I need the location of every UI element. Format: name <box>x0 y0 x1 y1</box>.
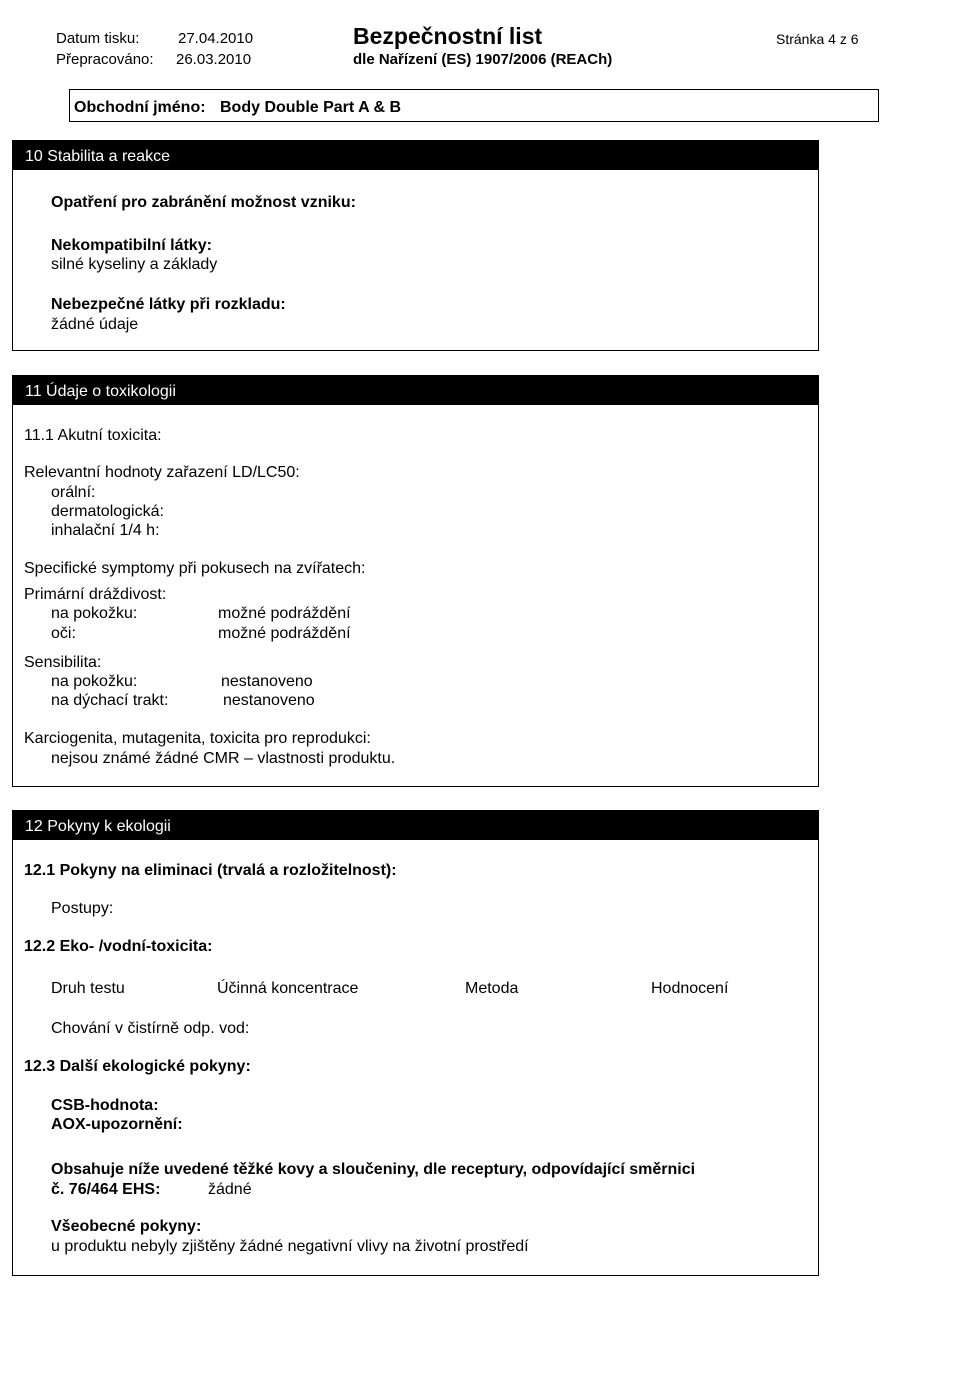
oral-label: orální: <box>51 484 96 501</box>
table-header-evaluation: Hodnocení <box>651 980 729 997</box>
document-subtitle: dle Nařízení (ES) 1907/2006 (REACh) <box>353 51 613 68</box>
animal-symptoms-label: Specifické symptomy při pokusech na zvířatech: <box>24 560 366 577</box>
primary-irritation-label: Primární dráždivost: <box>24 586 167 603</box>
section-10-header <box>13 141 818 170</box>
general-notes-label: Všeobecné pokyny: <box>51 1218 202 1235</box>
print-date-label: Datum tisku: <box>56 30 140 47</box>
trade-name-box <box>69 89 879 122</box>
section-11-header <box>13 376 818 405</box>
ld-lc50-label: Relevantní hodnoty zařazení LD/LC50: <box>24 464 300 481</box>
section-12 <box>12 810 819 1276</box>
acute-toxicity-label: 11.1 Akutní toxicita: <box>24 427 162 444</box>
procedures-label: Postupy: <box>51 900 114 917</box>
table-header-test-type: Druh testu <box>51 980 125 997</box>
decomposition-label: Nebezpečné látky při rozkladu: <box>51 296 286 313</box>
aox-label: AOX-upozornění: <box>51 1116 183 1133</box>
inhalation-label: inhalační 1/4 h: <box>51 522 160 539</box>
sensitization-label: Sensibilita: <box>24 654 102 671</box>
cmr-label: Karciogenita, mutagenita, toxicita pro reprodukci: <box>24 730 371 747</box>
trade-name-value: Body Double Part A & B <box>220 99 402 116</box>
trade-name-label: Obchodní jméno: <box>74 99 206 116</box>
table-header-concentration: Účinná koncentrace <box>217 980 359 997</box>
sensitization-resp-label: na dýchací trakt: <box>51 692 169 709</box>
revised-label: Přepracováno: <box>56 51 154 68</box>
sensitization-skin-label: na pokožku: <box>51 673 138 690</box>
dermal-label: dermatologická: <box>51 503 164 520</box>
irritation-eyes-label: oči: <box>51 625 76 642</box>
sensitization-resp-value: nestanoveno <box>223 692 315 709</box>
section-12-header <box>13 811 818 840</box>
revised-date: 26.03.2010 <box>176 51 252 68</box>
further-ecology-label: 12.3 Další ekologické pokyny: <box>24 1058 251 1075</box>
incompatible-label: Nekompatibilní látky: <box>51 237 212 254</box>
document-title: Bezpečnostní list <box>353 23 543 49</box>
section-10 <box>12 140 819 351</box>
cmr-value: nejsou známé žádné CMR – vlastnosti produktu. <box>51 750 396 767</box>
irritation-skin-value: možné podráždění <box>218 605 351 622</box>
irritation-eyes-value: možné podráždění <box>218 625 351 642</box>
incompatible-value: silné kyseliny a základy <box>51 256 218 273</box>
section-10-title: 10 Stabilita a reakce <box>25 148 170 165</box>
heavy-metals-line2: č. 76/464 EHS: <box>51 1181 161 1198</box>
section-11-title: 11 Údaje o toxikologii <box>25 383 176 400</box>
prevention-measures-label: Opatření pro zabránění možnost vzniku: <box>51 194 356 211</box>
ecotoxicity-label: 12.2 Eko- /vodní-toxicita: <box>24 938 213 955</box>
irritation-skin-label: na pokožku: <box>51 605 138 622</box>
sensitization-skin-value: nestanoveno <box>221 673 313 690</box>
decomposition-value: žádné údaje <box>51 316 139 333</box>
heavy-metals-line1: Obsahuje níže uvedené těžké kovy a sloučeniny, dle receptury, odpovídající směrnici <box>51 1161 696 1178</box>
table-header-method: Metoda <box>465 980 519 997</box>
section-12-title: 12 Pokyny k ekologii <box>25 818 171 835</box>
elimination-label: 12.1 Pokyny na eliminaci (trvalá a rozložitelnost): <box>24 862 397 879</box>
heavy-metals-value: žádné <box>208 1181 252 1198</box>
section-11 <box>12 375 819 787</box>
page-number: Stránka 4 z 6 <box>776 31 859 47</box>
csb-label: CSB-hodnota: <box>51 1097 159 1114</box>
wastewater-behavior-label: Chování v čistírně odp. vod: <box>51 1020 250 1037</box>
general-notes-value: u produktu nebyly zjištěny žádné negativní vlivy na životní prostředí <box>51 1238 529 1255</box>
print-date: 27.04.2010 <box>178 30 254 47</box>
